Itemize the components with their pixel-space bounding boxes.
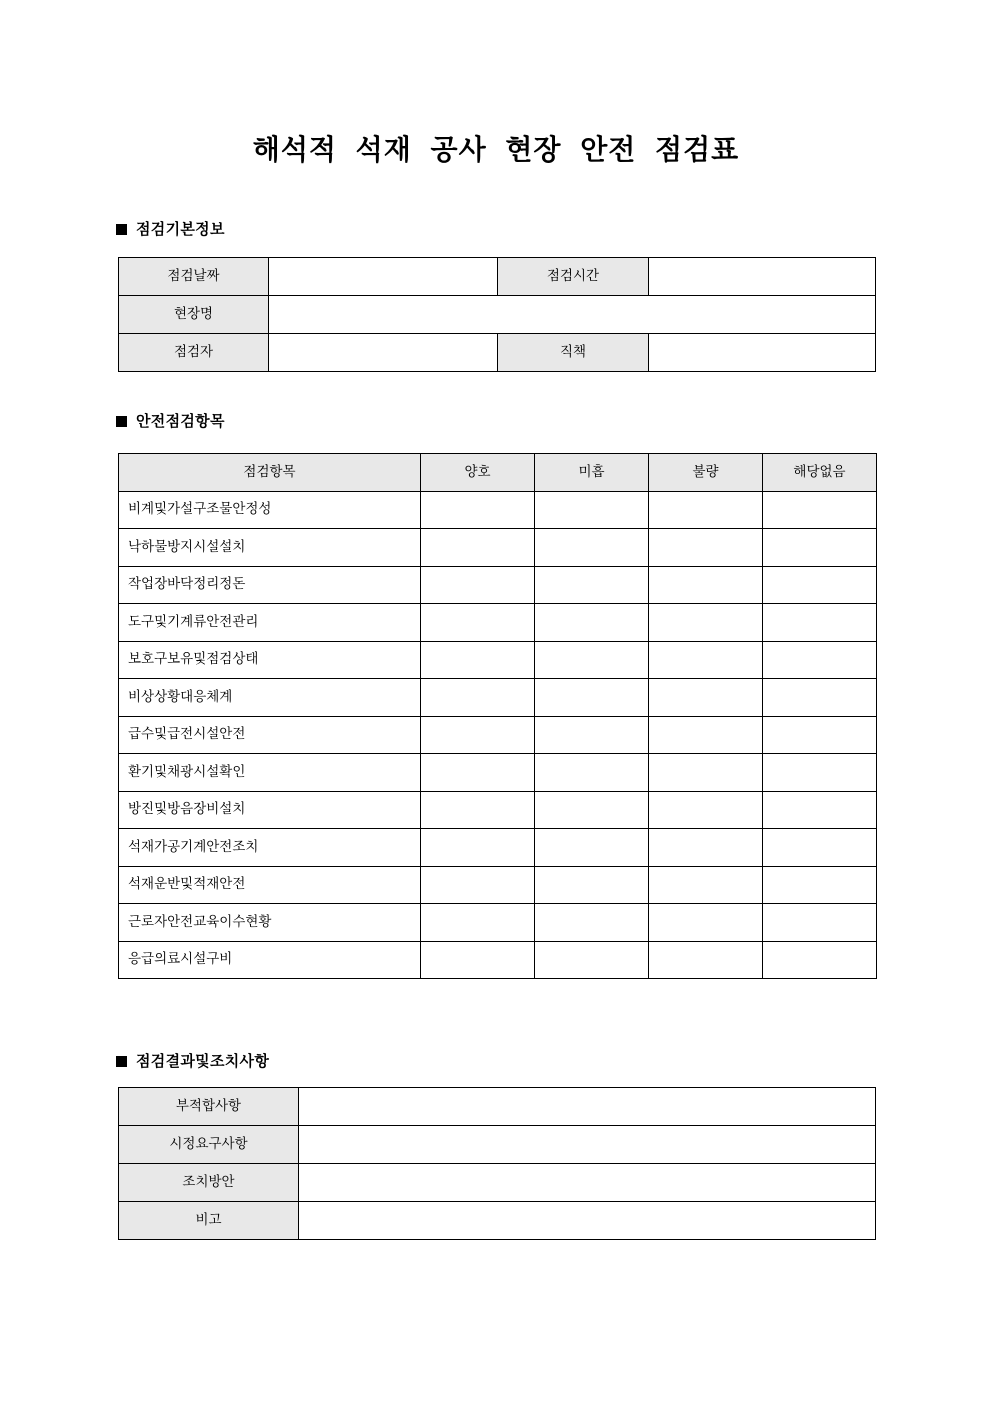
table-row	[119, 791, 877, 829]
label-inspection-time: 점검시간	[498, 258, 649, 296]
inspection-item-label: 보호구보유및점검상태	[119, 641, 421, 679]
section-heading-inspection-items	[116, 411, 225, 431]
field-inspector[interactable]	[269, 334, 498, 372]
label-inspection-date: 점검날짜	[119, 258, 269, 296]
checkbox-cell-bad[interactable]	[649, 866, 763, 904]
checkbox-cell-good[interactable]	[421, 641, 535, 679]
table-row	[119, 641, 877, 679]
label-nonconformity: 부적합사항	[119, 1088, 299, 1126]
section-heading-results	[116, 1051, 269, 1071]
checkbox-cell-not-applicable[interactable]	[763, 604, 877, 642]
table-row	[119, 1164, 876, 1202]
checkbox-cell-poor[interactable]	[535, 791, 649, 829]
checkbox-cell-poor[interactable]	[535, 641, 649, 679]
field-site-name[interactable]	[269, 296, 876, 334]
column-header-bad: 불량	[649, 454, 763, 492]
inspection-item-label: 환기및채광시설확인	[119, 754, 421, 792]
checkbox-cell-poor[interactable]	[535, 754, 649, 792]
checkbox-cell-poor[interactable]	[535, 529, 649, 567]
checkbox-cell-good[interactable]	[421, 754, 535, 792]
section-heading-basic-info	[116, 219, 225, 239]
table-row	[119, 904, 877, 942]
table-row	[119, 679, 877, 717]
checkbox-cell-bad[interactable]	[649, 566, 763, 604]
table-row	[119, 1126, 876, 1164]
inspection-item-label: 낙하물방지시설설치	[119, 529, 421, 567]
label-corrective-request: 시정요구사항	[119, 1126, 299, 1164]
field-action-plan[interactable]	[299, 1164, 876, 1202]
square-bullet-icon	[116, 1056, 127, 1067]
checkbox-cell-good[interactable]	[421, 829, 535, 867]
page-title: 해석적 석재 공사 현장 안전 점검표	[252, 133, 740, 166]
label-remarks: 비고	[119, 1202, 299, 1240]
table-row	[119, 829, 877, 867]
table-row	[119, 258, 876, 296]
checkbox-cell-not-applicable[interactable]	[763, 754, 877, 792]
checkbox-cell-bad[interactable]	[649, 679, 763, 717]
section-heading-basic-info-label: 점검기본정보	[136, 220, 225, 238]
inspection-item-label: 급수및급전시설안전	[119, 716, 421, 754]
checkbox-cell-bad[interactable]	[649, 716, 763, 754]
inspection-items-table-body	[119, 491, 877, 979]
checkbox-cell-bad[interactable]	[649, 904, 763, 942]
checkbox-cell-not-applicable[interactable]	[763, 904, 877, 942]
results-actions-table-body	[119, 1088, 876, 1240]
inspection-items-table	[118, 453, 877, 979]
checkbox-cell-good[interactable]	[421, 941, 535, 979]
checkbox-cell-not-applicable[interactable]	[763, 716, 877, 754]
table-row	[119, 1202, 876, 1240]
table-row	[119, 866, 877, 904]
results-actions-table	[118, 1087, 876, 1240]
inspection-item-label: 방진및방음장비설치	[119, 791, 421, 829]
field-inspection-time[interactable]	[649, 258, 876, 296]
checkbox-cell-not-applicable[interactable]	[763, 529, 877, 567]
checkbox-cell-poor[interactable]	[535, 941, 649, 979]
checkbox-cell-not-applicable[interactable]	[763, 941, 877, 979]
table-row	[119, 754, 877, 792]
checkbox-cell-poor[interactable]	[535, 716, 649, 754]
inspection-items-table-head	[119, 454, 877, 492]
inspection-item-label: 작업장바닥정리정돈	[119, 566, 421, 604]
label-site-name: 현장명	[119, 296, 269, 334]
field-corrective-request[interactable]	[299, 1126, 876, 1164]
checkbox-cell-not-applicable[interactable]	[763, 791, 877, 829]
table-row	[119, 296, 876, 334]
checkbox-cell-poor[interactable]	[535, 566, 649, 604]
table-row	[119, 1088, 876, 1126]
table-row	[119, 566, 877, 604]
checkbox-cell-good[interactable]	[421, 866, 535, 904]
field-inspection-date[interactable]	[269, 258, 498, 296]
checkbox-cell-poor[interactable]	[535, 604, 649, 642]
checkbox-cell-bad[interactable]	[649, 829, 763, 867]
checkbox-cell-good[interactable]	[421, 791, 535, 829]
label-inspector: 점검자	[119, 334, 269, 372]
table-row	[119, 334, 876, 372]
column-header-item: 점검항목	[119, 454, 421, 492]
inspection-item-label: 근로자안전교육이수현황	[119, 904, 421, 942]
checkbox-cell-not-applicable[interactable]	[763, 866, 877, 904]
checkbox-cell-not-applicable[interactable]	[763, 829, 877, 867]
column-header-good: 양호	[421, 454, 535, 492]
field-position[interactable]	[649, 334, 876, 372]
checkbox-cell-not-applicable[interactable]	[763, 679, 877, 717]
checkbox-cell-bad[interactable]	[649, 641, 763, 679]
table-row	[119, 716, 877, 754]
column-header-na: 해당없음	[763, 454, 877, 492]
checkbox-cell-poor[interactable]	[535, 829, 649, 867]
inspection-item-label: 응급의료시설구비	[119, 941, 421, 979]
checkbox-cell-bad[interactable]	[649, 791, 763, 829]
checkbox-cell-good[interactable]	[421, 679, 535, 717]
column-header-poor: 미흡	[535, 454, 649, 492]
label-action-plan: 조치방안	[119, 1164, 299, 1202]
square-bullet-icon	[116, 224, 127, 235]
label-position: 직책	[498, 334, 649, 372]
section-heading-results-label: 점검결과및조치사항	[136, 1052, 270, 1070]
checkbox-cell-bad[interactable]	[649, 491, 763, 529]
checkbox-cell-poor[interactable]	[535, 904, 649, 942]
checkbox-cell-good[interactable]	[421, 716, 535, 754]
checkbox-cell-poor[interactable]	[535, 866, 649, 904]
checkbox-cell-poor[interactable]	[535, 491, 649, 529]
checkbox-cell-not-applicable[interactable]	[763, 641, 877, 679]
inspection-item-label: 비계및가설구조물안정성	[119, 491, 421, 529]
table-row	[119, 604, 877, 642]
checkbox-cell-bad[interactable]	[649, 604, 763, 642]
checkbox-cell-good[interactable]	[421, 566, 535, 604]
table-header-row	[119, 454, 877, 492]
checkbox-cell-not-applicable[interactable]	[763, 491, 877, 529]
checkbox-cell-good[interactable]	[421, 529, 535, 567]
section-heading-inspection-items-label: 안전점검항목	[136, 412, 225, 430]
checkbox-cell-good[interactable]	[421, 491, 535, 529]
checkbox-cell-not-applicable[interactable]	[763, 566, 877, 604]
inspection-item-label: 석재운반및적재안전	[119, 866, 421, 904]
checkbox-cell-poor[interactable]	[535, 679, 649, 717]
basic-info-table-body	[119, 258, 876, 372]
checkbox-cell-good[interactable]	[421, 904, 535, 942]
checkbox-cell-bad[interactable]	[649, 529, 763, 567]
checkbox-cell-good[interactable]	[421, 604, 535, 642]
basic-info-table	[118, 257, 876, 372]
field-nonconformity[interactable]	[299, 1088, 876, 1126]
square-bullet-icon	[116, 416, 127, 427]
inspection-item-label: 비상상황대응체계	[119, 679, 421, 717]
field-remarks[interactable]	[299, 1202, 876, 1240]
table-row	[119, 941, 877, 979]
table-row	[119, 529, 877, 567]
inspection-item-label: 도구및기계류안전관리	[119, 604, 421, 642]
checkbox-cell-bad[interactable]	[649, 941, 763, 979]
checkbox-cell-bad[interactable]	[649, 754, 763, 792]
inspection-item-label: 석재가공기계안전조치	[119, 829, 421, 867]
table-row	[119, 491, 877, 529]
